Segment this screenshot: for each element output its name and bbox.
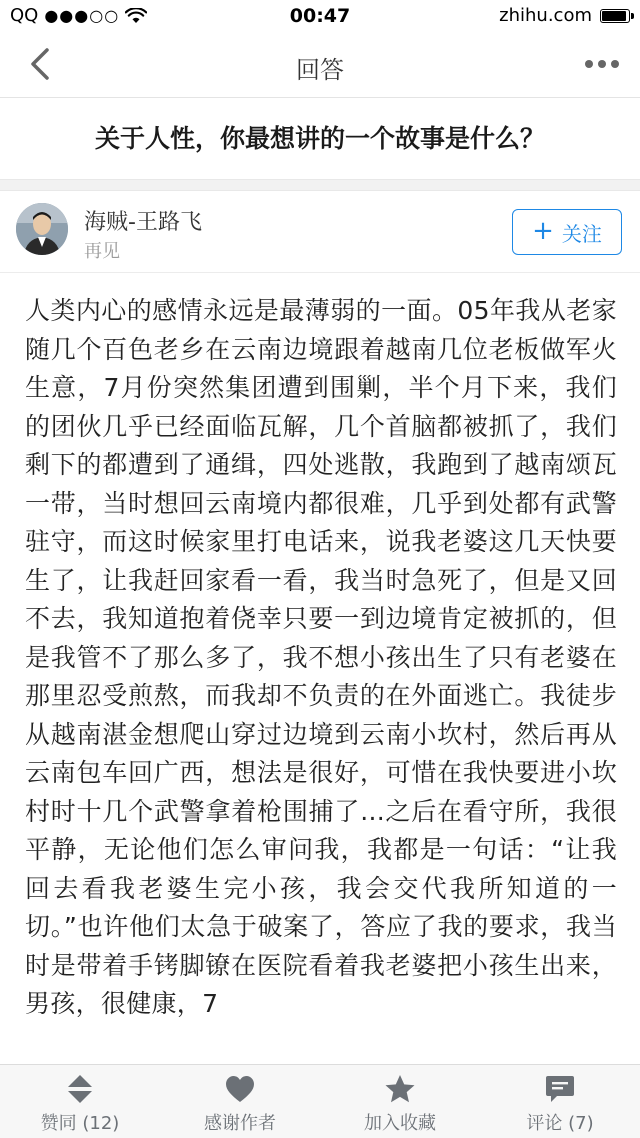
vote-label: 赞同 (12): [40, 1113, 120, 1134]
follow-button[interactable]: [512, 209, 622, 255]
thank-label: 感谢作者: [204, 1113, 276, 1134]
avatar-image: [16, 203, 68, 255]
section-divider: [0, 179, 640, 191]
status-right: [499, 5, 630, 26]
comment-label: 评论 (7): [526, 1113, 594, 1134]
heart-icon: [223, 1073, 257, 1105]
question-title[interactable]: 关于人性，你最想讲的一个故事是什么？: [0, 99, 640, 179]
nav-bar: [0, 32, 640, 98]
collect-tab[interactable]: [320, 1065, 480, 1138]
plus-icon: +: [532, 215, 554, 246]
more-dot: [598, 60, 606, 68]
bottom-tab-bar: [0, 1064, 640, 1138]
collect-label: 加入收藏: [364, 1113, 436, 1134]
author-bio: 再见: [84, 241, 120, 262]
status-bar: [0, 0, 640, 32]
author-name[interactable]: 海贼-王路飞: [84, 210, 202, 235]
answer-text: 人类内心的感情永远是最薄弱的一面。05年我从老家随几个百色老乡在云南边境跟着越南几位老板做军火生意，7月份突然集团遭到围剿，半个月下来，我们的团伙几乎已经面临瓦解，几个首脑都被抓了，我们剩下的都遭到了通缉，四处逃散，我跑到了越南颂瓦一带，当时想回云南境内都很难，几乎到处都有武警驻守，而这时候家里打电话来，说我老婆这几天快要生了，让我赶回家看一看，我当时急死了，但是又回不去，我知道抱着侥幸只要一到边境肯定被抓的，但是我管不了那么多了，我不想小孩出生了只有老婆在那里忍受煎熬，而我却不负责的在外面逃亡。我徒步从越南湛金想爬山穿过边境到云南小坎村，然后再从云南包车回广西，想法是很好，可惜在我快要进小坎村时十几个武警拿着枪围捕了...之后在看守所，我很平静，无论他们怎么审问我，我都是一句话：“让我回去看我老婆生完小孩，我会交代我所知道的一切。”也许他们太急于破案了，答应了我的要求，我当时是带着手铐脚镣在医院看着我老婆把小孩生出来，男孩，很健康，7: [25, 296, 617, 1018]
star-icon: [383, 1073, 417, 1105]
battery-icon: [600, 9, 630, 23]
follow-label: 关注: [561, 221, 602, 246]
avatar[interactable]: [16, 203, 68, 255]
vote-icon: [63, 1073, 97, 1105]
nav-title: 回答: [296, 56, 344, 84]
carrier-label: QQ: [10, 5, 39, 26]
status-time: 00:47: [289, 5, 351, 27]
comment-icon: [543, 1073, 577, 1105]
answer-content: [0, 274, 640, 1064]
signal-strength: ●●●○○: [44, 6, 120, 25]
author-row[interactable]: [0, 191, 640, 273]
battery-fill: [602, 11, 626, 21]
more-button[interactable]: [580, 46, 624, 82]
more-dot: [585, 60, 593, 68]
site-label: zhihu.com: [499, 5, 592, 26]
more-dot: [611, 60, 619, 68]
thank-tab[interactable]: [160, 1065, 320, 1138]
comment-tab[interactable]: [480, 1065, 640, 1138]
vote-tab[interactable]: [0, 1065, 160, 1138]
